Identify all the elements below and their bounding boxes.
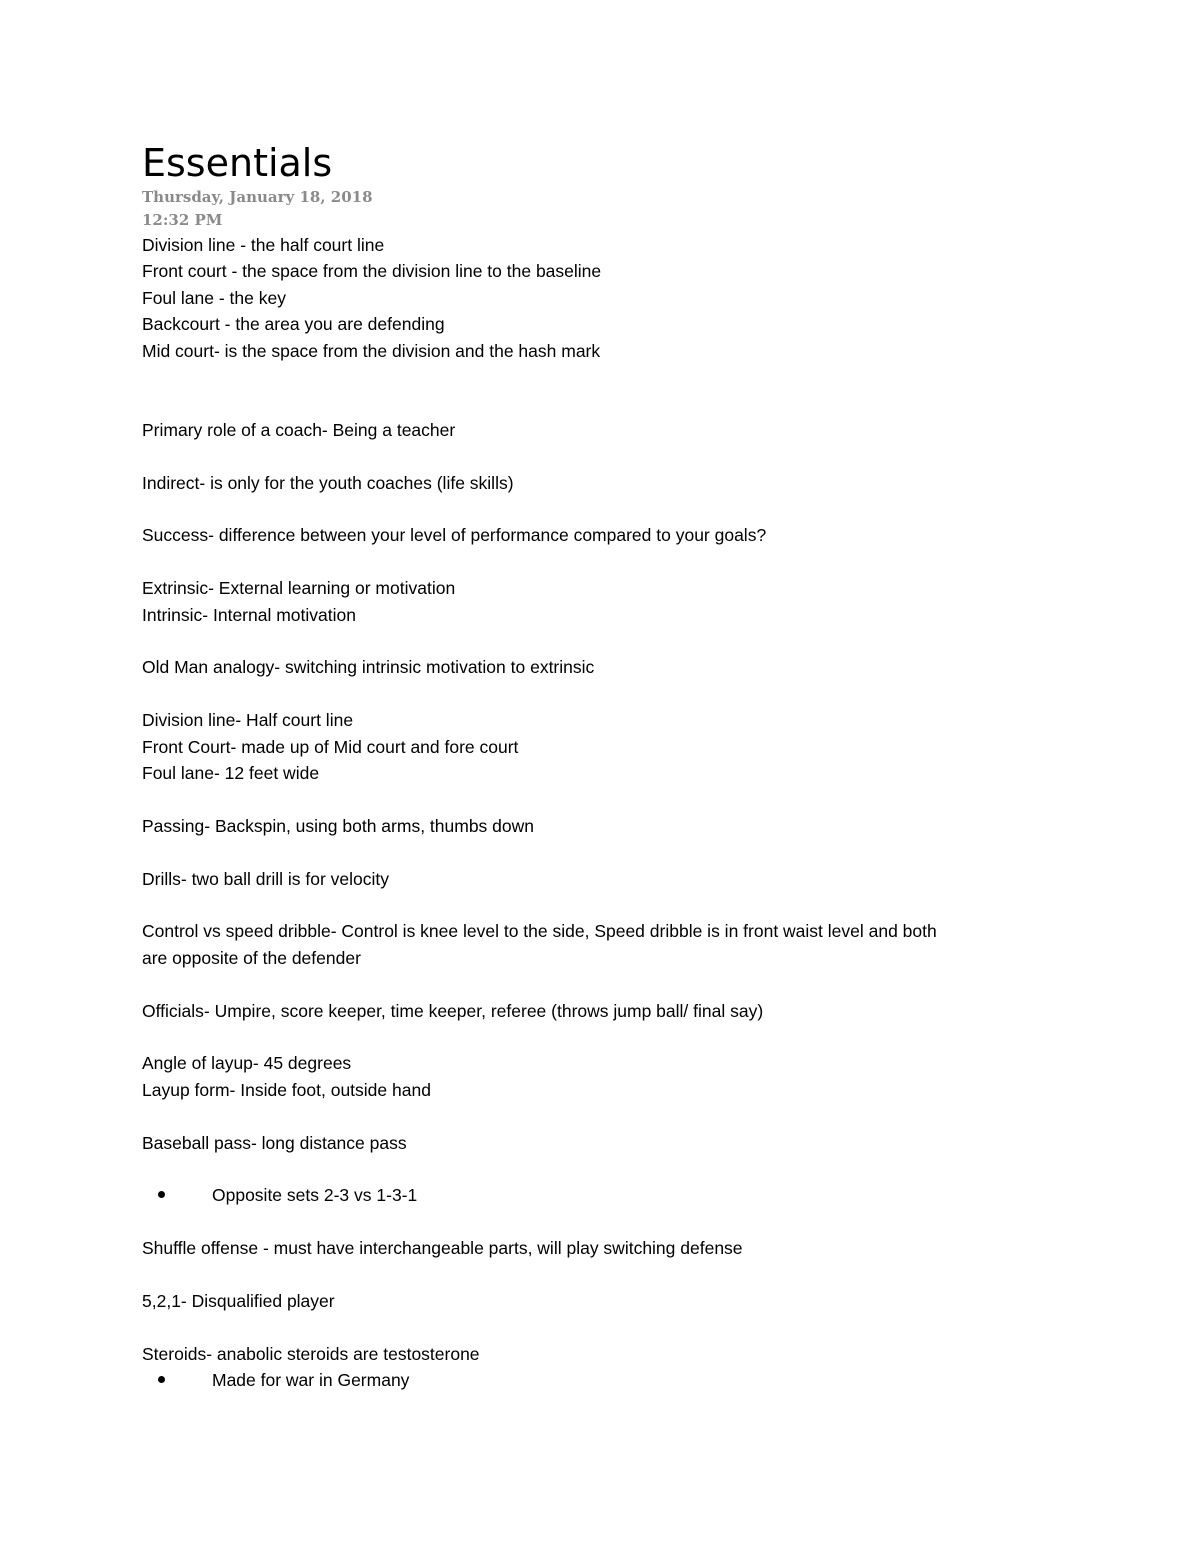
blank-line xyxy=(142,1209,1082,1235)
definition-line: Division line - the half court line xyxy=(142,235,385,255)
page-title: Essentials xyxy=(142,141,333,185)
note-page xyxy=(142,140,1082,1394)
bullet-dot-icon xyxy=(158,1191,165,1198)
definition-line: Backcourt - the area you are defending xyxy=(142,314,445,335)
note-line: 5,2,1- Disqualified player xyxy=(142,1291,335,1311)
blank-line xyxy=(142,1024,1082,1050)
blank-line xyxy=(142,1156,1082,1182)
note-line: Control vs speed dribble- Control is knee level to the side, Speed dribble is in front waist level and both xyxy=(142,921,937,942)
note-line: Passing- Backspin, using both arms, thumbs down xyxy=(142,815,534,836)
blank-line xyxy=(142,1314,1082,1340)
blank-line xyxy=(142,496,1082,522)
blank-line xyxy=(142,1103,1082,1129)
blank-line xyxy=(142,549,1082,575)
note-date: Thursday, January 18, 2018 xyxy=(142,188,373,206)
blank-line xyxy=(142,628,1082,654)
note-line: Division line- Half court line xyxy=(142,710,354,731)
blank-line xyxy=(142,364,1082,390)
note-line: Front Court- made up of Mid court and fore court xyxy=(142,736,519,757)
note-line: are opposite of the defender xyxy=(142,947,361,968)
blank-line xyxy=(142,786,1082,812)
note-line: Primary role of a coach- Being a teacher xyxy=(142,419,456,440)
note-line: Angle of layup- 45 degrees xyxy=(142,1053,352,1074)
definition-line: Front court - the space from the division line to the baseline xyxy=(142,261,602,282)
blank-line xyxy=(142,839,1082,865)
definition-line: Foul lane - the key xyxy=(142,287,286,308)
blank-line xyxy=(142,892,1082,918)
blank-line xyxy=(142,443,1082,469)
bullet-item xyxy=(142,1182,1082,1208)
blank-line xyxy=(142,1262,1082,1288)
note-line: Success- difference between your level of performance compared to your goals? xyxy=(142,525,767,546)
note-line: Layup form- Inside foot, outside hand xyxy=(142,1079,431,1100)
bullet-text: Opposite sets 2-3 vs 1-3-1 xyxy=(212,1185,418,1206)
blank-line xyxy=(142,390,1082,416)
note-line: Intrinsic- Internal motivation xyxy=(142,604,356,625)
note-line: Shuffle offense - must have interchangeable parts, will play switching defense xyxy=(142,1238,743,1259)
note-line: Indirect- is only for the youth coaches (life skills) xyxy=(142,472,514,493)
bullet-item xyxy=(142,1367,1082,1393)
note-line: Foul lane- 12 feet wide xyxy=(142,763,320,784)
definition-line: Mid court- is the space from the division and the hash mark xyxy=(142,340,601,361)
note-line: Baseball pass- long distance pass xyxy=(142,1132,407,1153)
note-line: Steroids- anabolic steroids are testosterone xyxy=(142,1343,480,1364)
bullet-dot-icon xyxy=(158,1376,165,1383)
bullet-text: Made for war in Germany xyxy=(212,1370,410,1391)
note-line: Extrinsic- External learning or motivation xyxy=(142,578,456,599)
blank-line xyxy=(142,971,1082,997)
note-time: 12:32 PM xyxy=(142,211,223,229)
note-line: Old Man analogy- switching intrinsic motivation to extrinsic xyxy=(142,657,595,678)
note-line: Officials- Umpire, score keeper, time keeper, referee (throws jump ball/ final say) xyxy=(142,1000,764,1021)
note-line: Drills- two ball drill is for velocity xyxy=(142,868,389,889)
blank-line xyxy=(142,681,1082,707)
